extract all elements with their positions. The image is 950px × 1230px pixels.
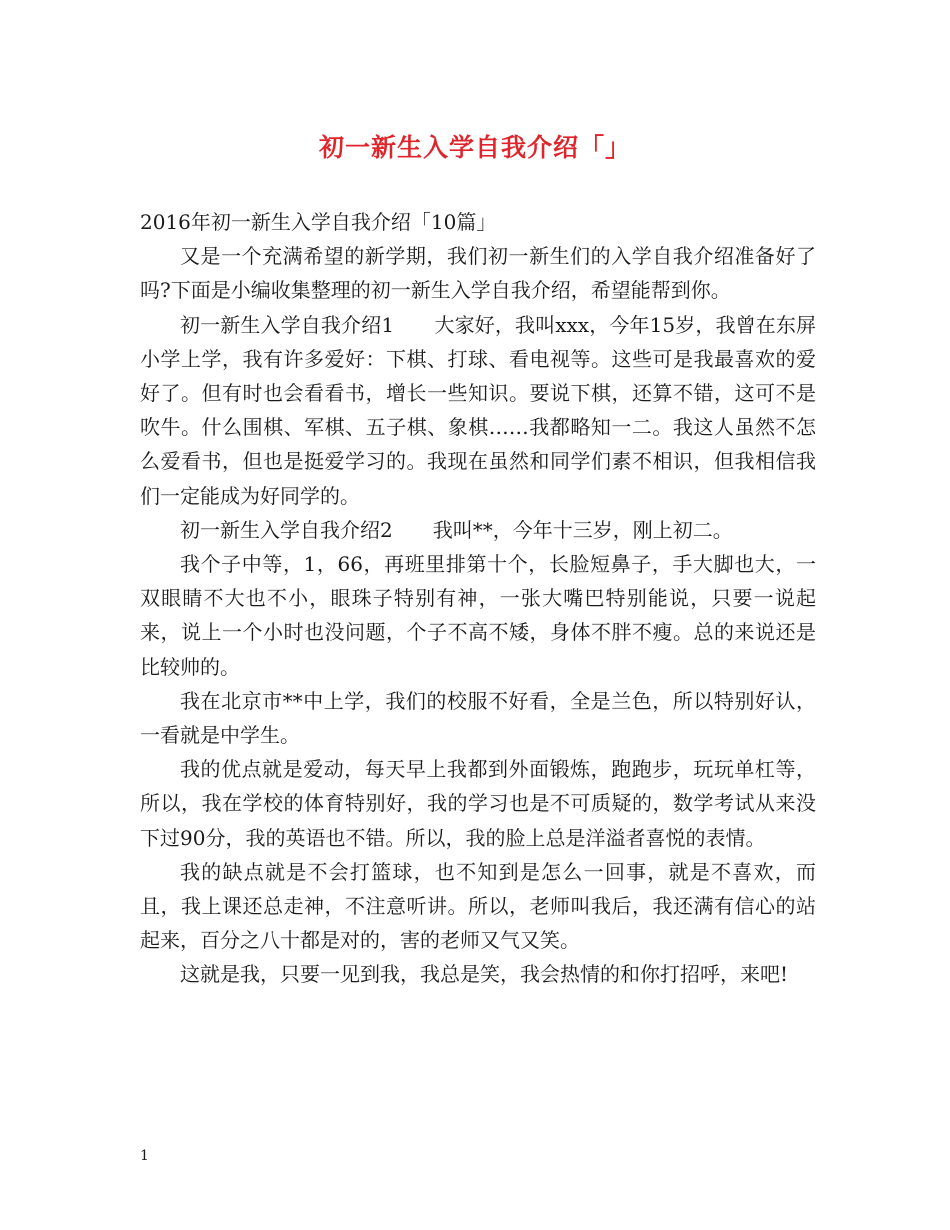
paragraph-strengths: 我的优点就是爱动，每天早上我都到外面锻炼，跑跑步，玩玩单杠等，所以，我在学校的体育特别好，我的学习也是不可质疑的，数学考试从来没下过90分，我的英语也不错。所以，我的脸上总是洋溢者喜悦的表情。 [140, 757, 816, 850]
document-body [140, 205, 816, 992]
paragraph-school: 我在北京市**中上学，我们的校服不好看，全是兰色，所以特别好认，一看就是中学生。 [140, 688, 816, 748]
paragraph-intro: 又是一个充满希望的新学期，我们初一新生们的入学自我介绍准备好了吗?下面是小编收集整理的初一新生入学自我介绍，希望能帮到你。 [140, 244, 816, 303]
document-title: 初一新生入学自我介绍「」 [318, 133, 631, 162]
paragraph-weaknesses: 我的缺点就是不会打篮球，也不知到是怎么一回事，就是不喜欢，而且，我上课还总走神，不注意听讲。所以，老师叫我后，我还满有信心的站起来，百分之八十都是对的，害的老师又气又笑。 [140, 859, 816, 953]
document-subtitle: 2016年初一新生入学自我介绍「10篇」 [140, 210, 497, 234]
paragraph-introduction-1: 初一新生入学自我介绍1 大家好，我叫xxx，今年15岁，我曾在东屏小学上学，我有许多爱好：下棋、打球、看电视等。这些可是我最喜欢的爱好了。但有时也会看看书，增长一些知识。要说下棋，还算不错，这可不是吹牛。什么围棋、军棋、五子棋、象棋……我都略知一二。我这人虽然不怎么爱看书，但也是挺爱学习的。我现在虽然和同学们素不相识，但我相信我们一定能成为好同学的。 [140, 312, 816, 508]
page-number: 1 [140, 1148, 149, 1164]
paragraph-appearance: 我个子中等，1，66，再班里排第十个，长脸短鼻子，手大脚也大，一双眼睛不大也不小，眼珠子特别有神，一张大嘴巴特别能说，只要一说起来，说上一个小时也没问题，个子不高不矮，身体不胖不瘦。总的来说还是比较帅的。 [140, 552, 816, 679]
paragraph-introduction-2-heading: 初一新生入学自我介绍2 我叫**，今年十三岁，刚上初二。 [180, 517, 733, 542]
paragraph-closing: 这就是我，只要一见到我，我总是笑，我会热情的和你打招呼，来吧! [180, 962, 789, 987]
